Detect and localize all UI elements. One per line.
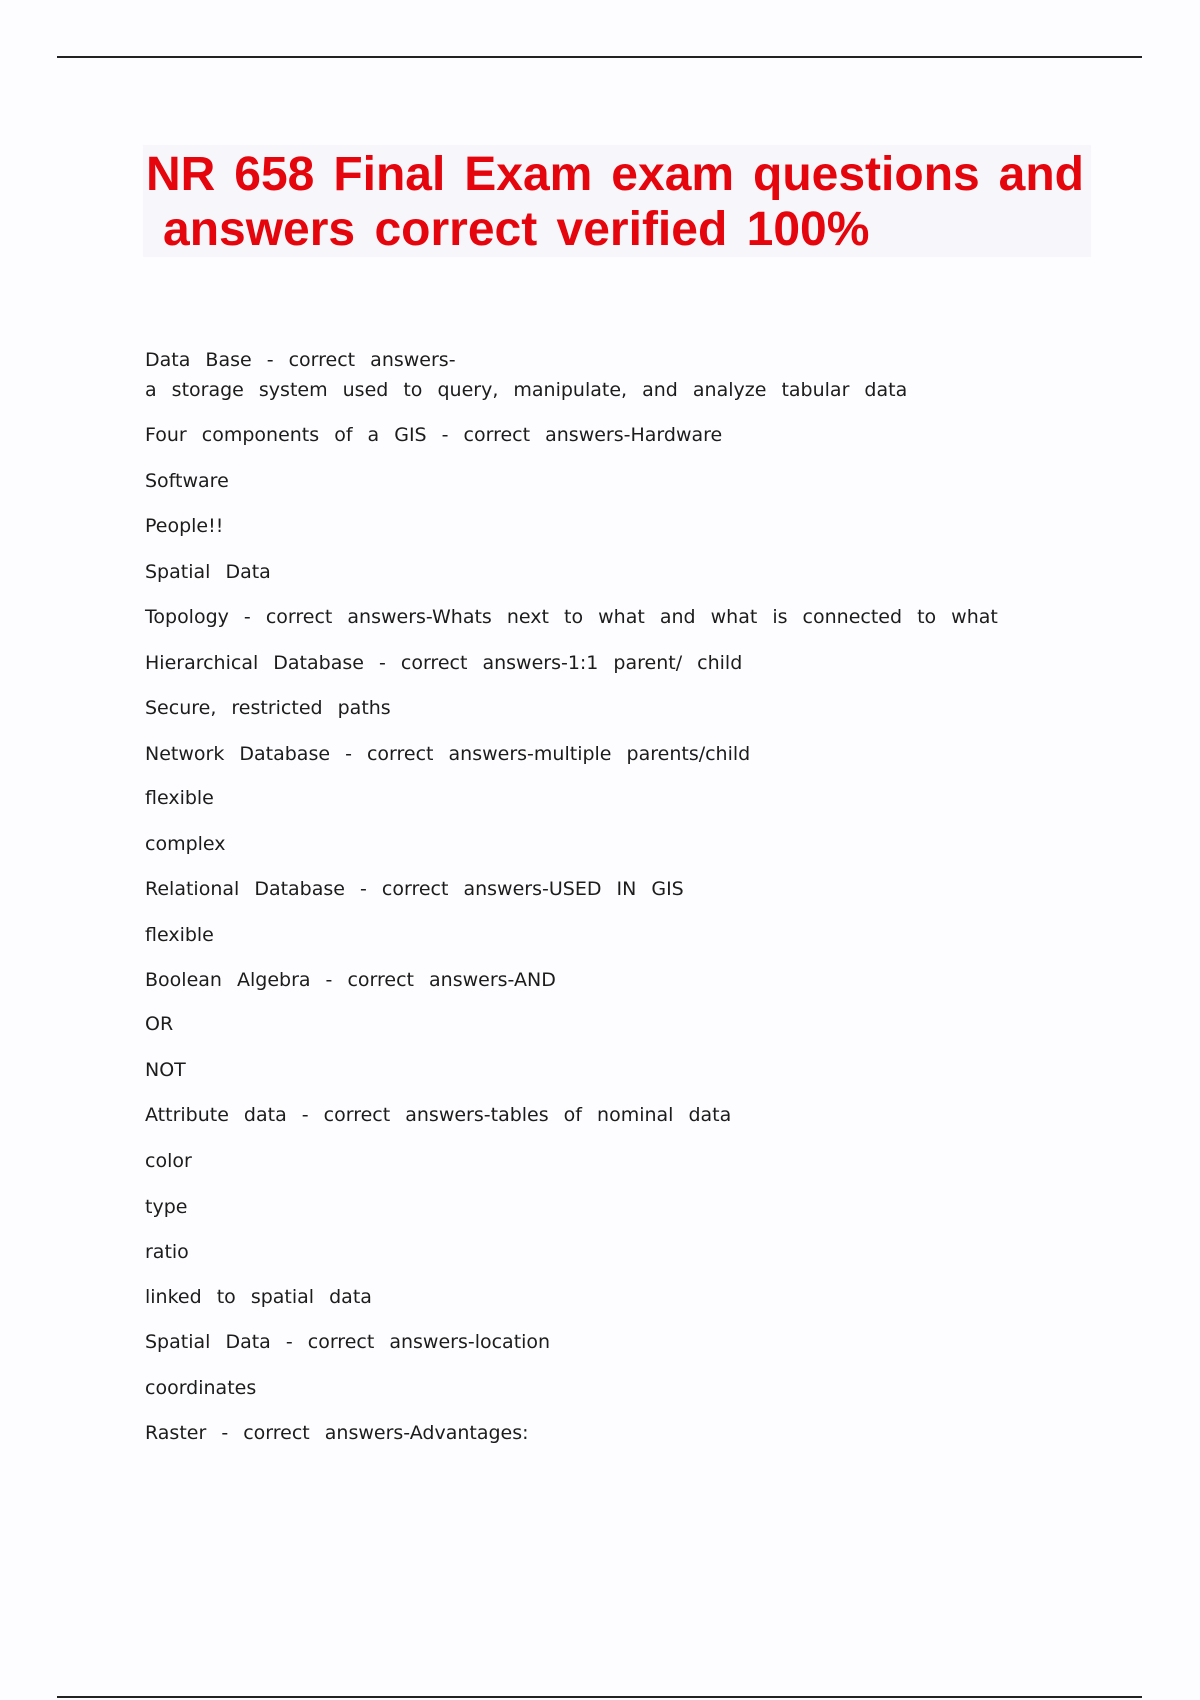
text-line: linked to spatial data (145, 1286, 372, 1308)
top-rule (57, 56, 1142, 58)
text-line: flexible (145, 924, 214, 946)
text-line: NOT (145, 1059, 186, 1081)
text-line: type (145, 1196, 188, 1218)
text-line: color (145, 1150, 192, 1172)
text-line: Hierarchical Database - correct answers-1:1 parent/ child (145, 652, 743, 674)
title-block (143, 145, 1091, 257)
text-line: Software (145, 470, 229, 492)
text-line: flexible (145, 787, 214, 809)
text-line: Spatial Data - correct answers-location (145, 1331, 551, 1353)
text-line: a storage system used to query, manipulate, and analyze tabular data (145, 379, 908, 401)
text-line: coordinates (145, 1377, 257, 1399)
text-line: Relational Database - correct answers-USED IN GIS (145, 878, 684, 900)
text-line: complex (145, 833, 226, 855)
text-line: Four components of a GIS - correct answers-Hardware (145, 424, 723, 446)
bottom-rule (57, 1696, 1142, 1698)
text-line: Attribute data - correct answers-tables of nominal data (145, 1104, 732, 1126)
text-line: Network Database - correct answers-multiple parents/child (145, 743, 751, 765)
text-line: Data Base - correct answers- (145, 349, 456, 371)
text-line: People!! (145, 515, 224, 537)
text-line: OR (145, 1013, 174, 1035)
text-line: Secure, restricted paths (145, 697, 391, 719)
text-line: Boolean Algebra - correct answers-AND (145, 969, 556, 991)
text-line: Raster - correct answers-Advantages: (145, 1422, 529, 1444)
document-title-line-2: answers correct verified 100% (163, 203, 870, 256)
text-line: Spatial Data (145, 561, 271, 583)
text-line: Topology - correct answers-Whats next to what and what is connected to what (145, 606, 998, 628)
document-title-line-1: NR 658 Final Exam exam questions and (146, 148, 1084, 201)
text-line: ratio (145, 1241, 189, 1263)
